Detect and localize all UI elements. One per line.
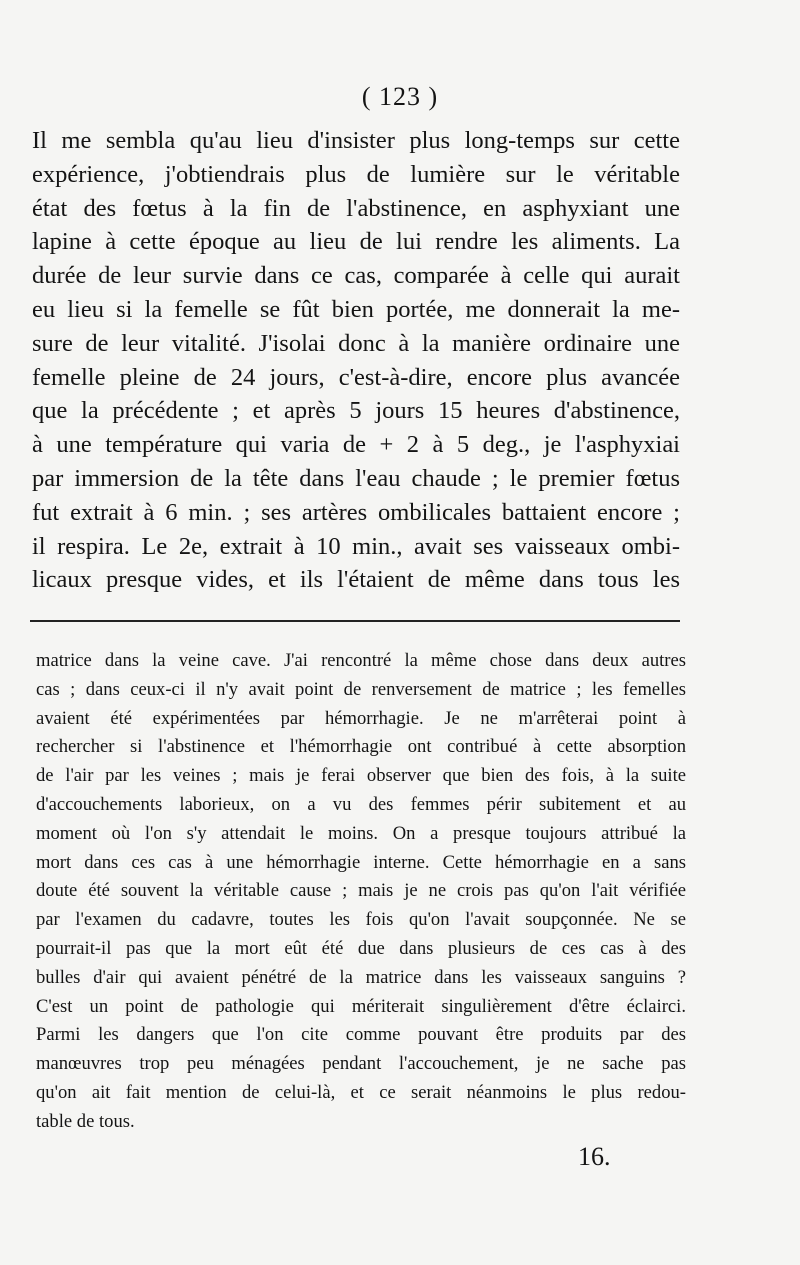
main-text xyxy=(32,124,680,597)
footnote-line: Parmi les dangers que l'on cite comme pouvant être produits par des xyxy=(36,1024,686,1046)
main-text-line: que la précédente ; et après 5 jours 15 heures d'abstinence, xyxy=(32,397,680,425)
footnote-line: doute été souvent la véritable cause ; mais je ne crois pas qu'on l'ait vérifiée xyxy=(36,880,686,902)
main-text-line: femelle pleine de 24 jours, c'est-à-dire, encore plus avancée xyxy=(32,363,680,391)
footnote-line: d'accouchements laborieux, on a vu des femmes périr subitement et au xyxy=(36,793,686,815)
footnote-line: de l'air par les veines ; mais je ferai observer que bien des fois, à la suite xyxy=(36,765,686,787)
main-text-line: sure de leur vitalité. J'isolai donc à la manière ordinaire une xyxy=(32,329,680,357)
main-text-line: lapine à cette époque au lieu de lui rendre les aliments. La xyxy=(32,228,680,256)
footnote-line: bulles d'air qui avaient pénétré de la matrice dans les vaisseaux sanguins ? xyxy=(36,966,686,988)
footnote-line: moment où l'on s'y attendait le moins. On a presque toujours attribué la xyxy=(36,822,686,844)
main-text-line: état des fœtus à la fin de l'abstinence, en asphyxiant une xyxy=(32,194,680,222)
main-text-line: il respira. Le 2e, extrait à 10 min., avait ses vaisseaux ombi- xyxy=(32,532,680,560)
footnote-line: table de tous. xyxy=(36,1110,135,1132)
signature-mark: 16. xyxy=(578,1142,611,1171)
footnote-line: rechercher si l'abstinence et l'hémorrhagie ont contribué à cette absorption xyxy=(36,736,686,758)
main-text-line: par immersion de la tête dans l'eau chaude ; le premier fœtus xyxy=(32,464,680,492)
main-text-line: durée de leur survie dans ce cas, comparée à celle qui aurait xyxy=(32,262,680,290)
footnote-line: pourrait-il pas que la mort eût été due dans plusieurs de ces cas à des xyxy=(36,937,686,959)
footnote-line: qu'on ait fait mention de celui-là, et ce serait néanmoins le plus redou- xyxy=(36,1081,686,1103)
footnote-line: mort dans ces cas à une hémorrhagie interne. Cette hémorrhagie en a sans xyxy=(36,851,686,873)
footnote-line: avaient été expérimentées par hémorrhagie. Je ne m'arrêterai point à xyxy=(36,707,686,729)
main-text-line: expérience, j'obtiendrais plus de lumière sur le véritable xyxy=(32,160,680,188)
footnote-divider xyxy=(30,620,680,622)
footnote-line: manœuvres trop peu ménagées pendant l'accouchement, je ne sache pas xyxy=(36,1053,686,1075)
footnote-line: par l'examen du cadavre, toutes les fois qu'on l'avait soupçonnée. Ne se xyxy=(36,909,686,931)
footnote-line: C'est un point de pathologie qui mériterait singulièrement d'être éclairci. xyxy=(36,995,686,1017)
page-number: ( 123 ) xyxy=(361,82,439,111)
main-text-line: licaux presque vides, et ils l'étaient de même dans tous les xyxy=(32,566,680,594)
footnote-line: matrice dans la veine cave. J'ai rencontré la même chose dans deux autres xyxy=(36,650,686,671)
main-text-line: à une température qui varia de + 2 à 5 deg., je l'asphyxiai xyxy=(32,431,680,459)
main-text-line: Il me sembla qu'au lieu d'insister plus long-temps sur cette xyxy=(32,127,680,154)
footnote-line: cas ; dans ceux-ci il n'y avait point de renversement de matrice ; les femelles xyxy=(36,678,686,700)
main-text-line: fut extrait à 6 min. ; ses artères ombilicales battaient encore ; xyxy=(32,498,680,526)
main-text-line: eu lieu si la femelle se fût bien portée, me donnerait la me- xyxy=(32,295,680,323)
footnote xyxy=(36,647,686,1137)
